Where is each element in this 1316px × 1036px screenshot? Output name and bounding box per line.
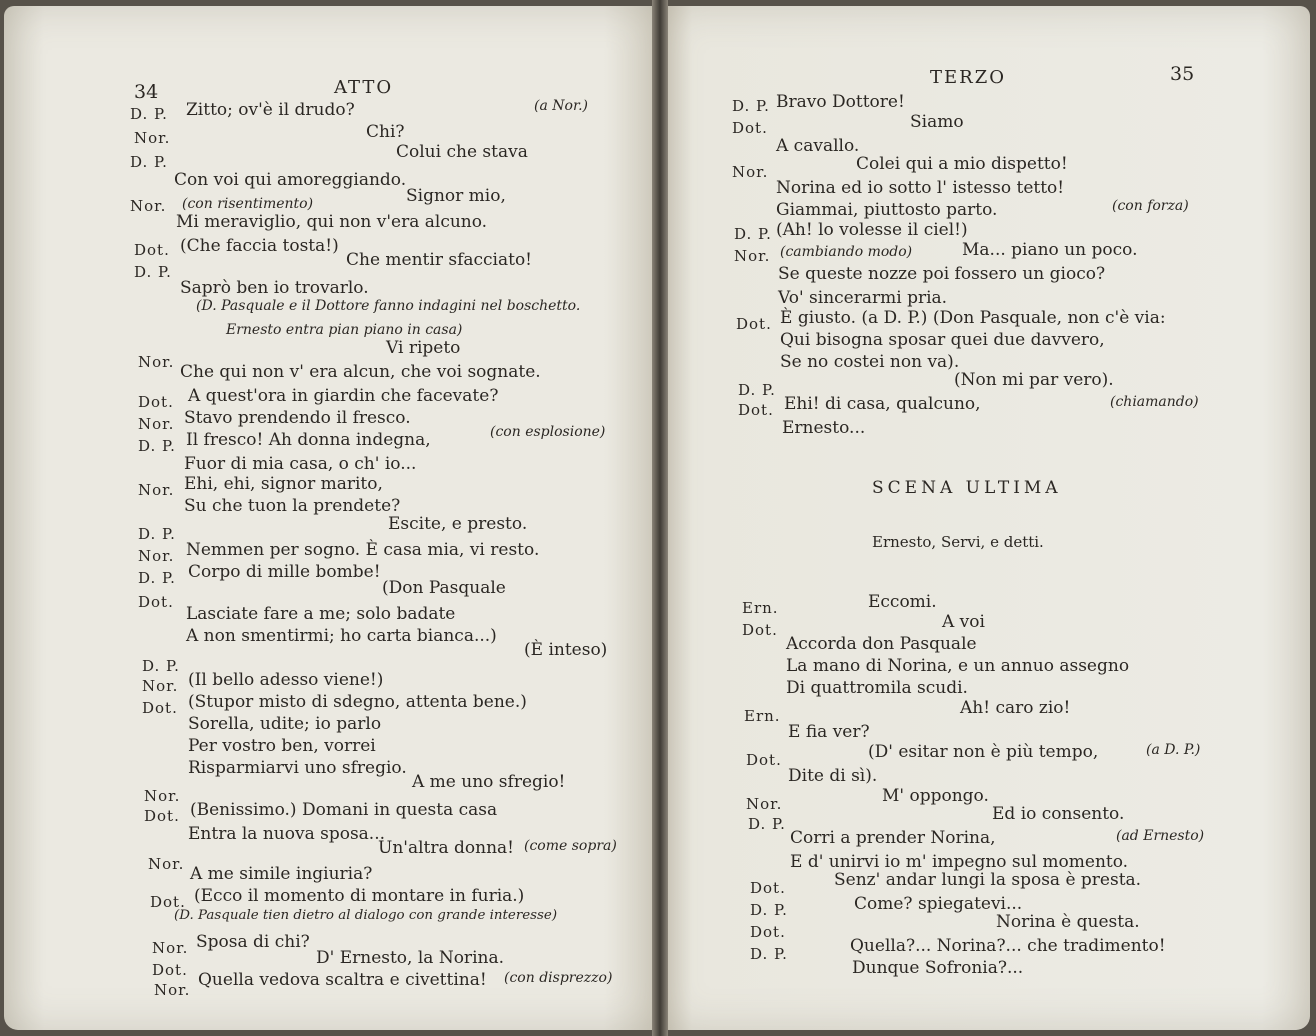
running-head: ATTO: [334, 77, 394, 98]
verse-line: Ma... piano un poco.: [962, 240, 1138, 260]
verse-line: Dunque Sofronia?...: [852, 958, 1024, 978]
speaker: D. P.: [734, 225, 772, 243]
speaker: Nor.: [154, 981, 191, 999]
scene-title: SCENA ULTIMA: [872, 478, 1062, 498]
verse-line: D' Ernesto, la Norina.: [316, 948, 504, 968]
speaker: Nor.: [732, 163, 769, 181]
verse-line: Entra la nuova sposa...: [188, 824, 386, 844]
speaker: Dot.: [742, 621, 778, 639]
verse-line: A non smentirmi; ho carta bianca...): [186, 626, 497, 646]
stage-direction: (con disprezzo): [504, 970, 613, 986]
speaker: Nor.: [138, 547, 175, 565]
verse-line: Stavo prendendo il fresco.: [184, 408, 411, 428]
speaker: D. P.: [138, 437, 176, 455]
speaker: D. P.: [130, 105, 168, 123]
verse-line: Dite di sì).: [788, 766, 878, 786]
verse-line: (Benissimo.) Domani in questa casa: [190, 800, 498, 820]
speaker: Dot.: [152, 961, 188, 979]
verse-line: Fuor di mia casa, o ch' io...: [184, 454, 417, 474]
speaker: D. P.: [138, 525, 176, 543]
verse-line: Risparmiarvi uno sfregio.: [188, 758, 407, 778]
verse-line: (Ecco il momento di montare in furia.): [194, 886, 525, 906]
speaker: Nor.: [148, 855, 185, 873]
verse-line: (Il bello adesso viene!): [188, 670, 384, 690]
speaker: Dot.: [144, 807, 180, 825]
speaker: Nor.: [138, 415, 175, 433]
verse-line: Corri a prender Norina,: [790, 828, 996, 848]
speaker: Dot.: [750, 923, 786, 941]
verse-line: Eccomi.: [868, 592, 937, 612]
speaker: Nor.: [142, 677, 179, 695]
verse-line: Con voi qui amoreggiando.: [174, 170, 407, 190]
speaker: D. P.: [142, 657, 180, 675]
stage-direction: (ad Ernesto): [1116, 828, 1205, 844]
verse-line: Colei qui a mio dispetto!: [856, 154, 1068, 174]
speaker: Nor.: [144, 787, 181, 805]
verse-line: A me uno sfregio!: [412, 772, 566, 792]
speaker: Dot.: [738, 401, 774, 419]
book-gutter: [652, 0, 668, 1036]
speaker: D. P.: [138, 569, 176, 587]
verse-line: Ehi, ehi, signor marito,: [184, 474, 383, 494]
verse-line: Norina ed io sotto l' istesso tetto!: [776, 178, 1065, 198]
verse-line: Corpo di mille bombe!: [188, 562, 381, 582]
speaker: Nor.: [152, 939, 189, 957]
verse-line: Nemmen per sogno. È casa mia, vi resto.: [186, 540, 540, 560]
speaker: D. P.: [750, 901, 788, 919]
verse-line: Quella vedova scaltra e civettina!: [198, 970, 487, 990]
scene-cast: Ernesto, Servi, e detti.: [872, 533, 1044, 551]
verse-line: Colui che stava: [396, 142, 528, 162]
speaker: Ern.: [744, 707, 781, 725]
speaker: Nor.: [138, 353, 175, 371]
speaker: Nor.: [734, 247, 771, 265]
verse-line: E d' unirvi io m' impegno sul momento.: [790, 852, 1129, 872]
left-page: [4, 6, 658, 1030]
speaker: Nor.: [138, 481, 175, 499]
verse-line: Norina è questa.: [996, 912, 1140, 932]
page-number: 35: [1170, 63, 1195, 85]
verse-line: Bravo Dottore!: [776, 92, 905, 112]
verse-line: (È inteso): [524, 640, 608, 660]
verse-line: (Non mi par vero).: [954, 370, 1114, 390]
speaker: D. P.: [748, 815, 786, 833]
verse-line: Di quattromila scudi.: [786, 678, 968, 698]
verse-line: Qui bisogna sposar quei due davvero,: [780, 330, 1105, 350]
speaker: Dot.: [150, 893, 186, 911]
verse-line: Ed io consento.: [992, 804, 1125, 824]
speaker: Dot.: [750, 879, 786, 897]
verse-line: Giammai, piuttosto parto.: [776, 200, 998, 220]
stage-direction: (con esplosione): [490, 424, 606, 440]
speaker: Dot.: [736, 315, 772, 333]
verse-line: Lasciate fare a me; solo badate: [186, 604, 456, 624]
speaker: D. P.: [732, 97, 770, 115]
stage-direction: Ernesto entra pian piano in casa): [226, 322, 463, 338]
speaker: Nor.: [134, 129, 171, 147]
verse-line: (Don Pasquale: [382, 578, 506, 598]
verse-line: Senz' andar lungi la sposa è presta.: [834, 870, 1142, 890]
verse-line: Ernesto...: [782, 418, 866, 438]
verse-line: Se no costei non va).: [780, 352, 960, 372]
stage-direction: (D. Pasquale e il Dottore fanno indagini nel boschetto.: [196, 298, 581, 314]
verse-line: M' oppongo.: [882, 786, 989, 806]
verse-line: Su che tuon la prendete?: [184, 496, 401, 516]
stage-direction: (a D. P.): [1146, 742, 1201, 758]
stage-direction: (chiamando): [1110, 394, 1199, 410]
stage-direction: (con forza): [1112, 198, 1189, 214]
verse-line: Il fresco! Ah donna indegna,: [186, 430, 431, 450]
verse-line: A quest'ora in giardin che facevate?: [188, 386, 499, 406]
verse-line: Mi meraviglio, qui non v'era alcuno.: [176, 212, 488, 232]
speaker: Nor.: [746, 795, 783, 813]
verse-line: Per vostro ben, vorrei: [188, 736, 376, 756]
speaker: Dot.: [134, 241, 170, 259]
verse-line: (Ah! lo volesse il ciel!): [776, 220, 968, 240]
verse-line: Escite, e presto.: [388, 514, 528, 534]
verse-line: Zitto; ov'è il drudo?: [186, 100, 355, 120]
speaker: D. P.: [130, 153, 168, 171]
speaker: Dot.: [138, 393, 174, 411]
verse-line: Signor mio,: [406, 186, 506, 206]
verse-line: Sorella, udite; io parlo: [188, 714, 382, 734]
verse-line: Siamo: [910, 112, 964, 132]
verse-line: E fia ver?: [788, 722, 870, 742]
verse-line: Che mentir sfacciato!: [346, 250, 533, 270]
verse-line: (D' esitar non è più tempo,: [868, 742, 1099, 762]
verse-line: La mano di Norina, e un annuo assegno: [786, 656, 1130, 676]
right-page: [662, 6, 1310, 1030]
running-head: TERZO: [930, 67, 1006, 88]
verse-line: È giusto. (a D. P.) (Don Pasquale, non c'è via:: [780, 308, 1166, 328]
page-number: 34: [134, 81, 159, 103]
speaker: Ern.: [742, 599, 779, 617]
verse-line: Se queste nozze poi fossero un gioco?: [778, 264, 1106, 284]
verse-line: Vi ripeto: [386, 338, 461, 358]
stage-direction: (D. Pasquale tien dietro al dialogo con grande interesse): [174, 908, 558, 923]
speaker: Dot.: [142, 699, 178, 717]
verse-line: Ah! caro zio!: [960, 698, 1071, 718]
verse-line: Sposa di chi?: [196, 932, 310, 952]
stage-direction: (come sopra): [524, 838, 617, 854]
verse-line: Quella?... Norina?... che tradimento!: [850, 936, 1166, 956]
verse-line: A voi: [942, 612, 985, 632]
speaker: D. P.: [134, 263, 172, 281]
verse-line: A cavallo.: [776, 136, 860, 156]
verse-line: Vo' sincerarmi pria.: [778, 288, 948, 308]
speaker: D. P.: [738, 381, 776, 399]
speaker: Dot.: [138, 593, 174, 611]
speaker: Nor.: [130, 197, 167, 215]
verse-line: Che qui non v' era alcun, che voi sognate.: [180, 362, 541, 382]
verse-line: Accorda don Pasquale: [786, 634, 977, 654]
verse-line: (Che faccia tosta!): [180, 236, 339, 256]
verse-line: Ehi! di casa, qualcuno,: [784, 394, 981, 414]
verse-line: Saprò ben io trovarlo.: [180, 278, 369, 298]
verse-line: Un'altra donna!: [378, 838, 514, 858]
stage-direction: (a Nor.): [534, 98, 589, 114]
verse-line: A me simile ingiuria?: [190, 864, 373, 884]
verse-line: (Stupor misto di sdegno, attenta bene.): [188, 692, 527, 712]
stage-direction: (con risentimento): [182, 196, 314, 212]
stage-direction: (cambiando modo): [780, 244, 913, 260]
speaker: Dot.: [732, 119, 768, 137]
verse-line: Chi?: [366, 122, 405, 142]
verse-line: Come? spiegatevi...: [854, 894, 1023, 914]
speaker: D. P.: [750, 945, 788, 963]
speaker: Dot.: [746, 751, 782, 769]
